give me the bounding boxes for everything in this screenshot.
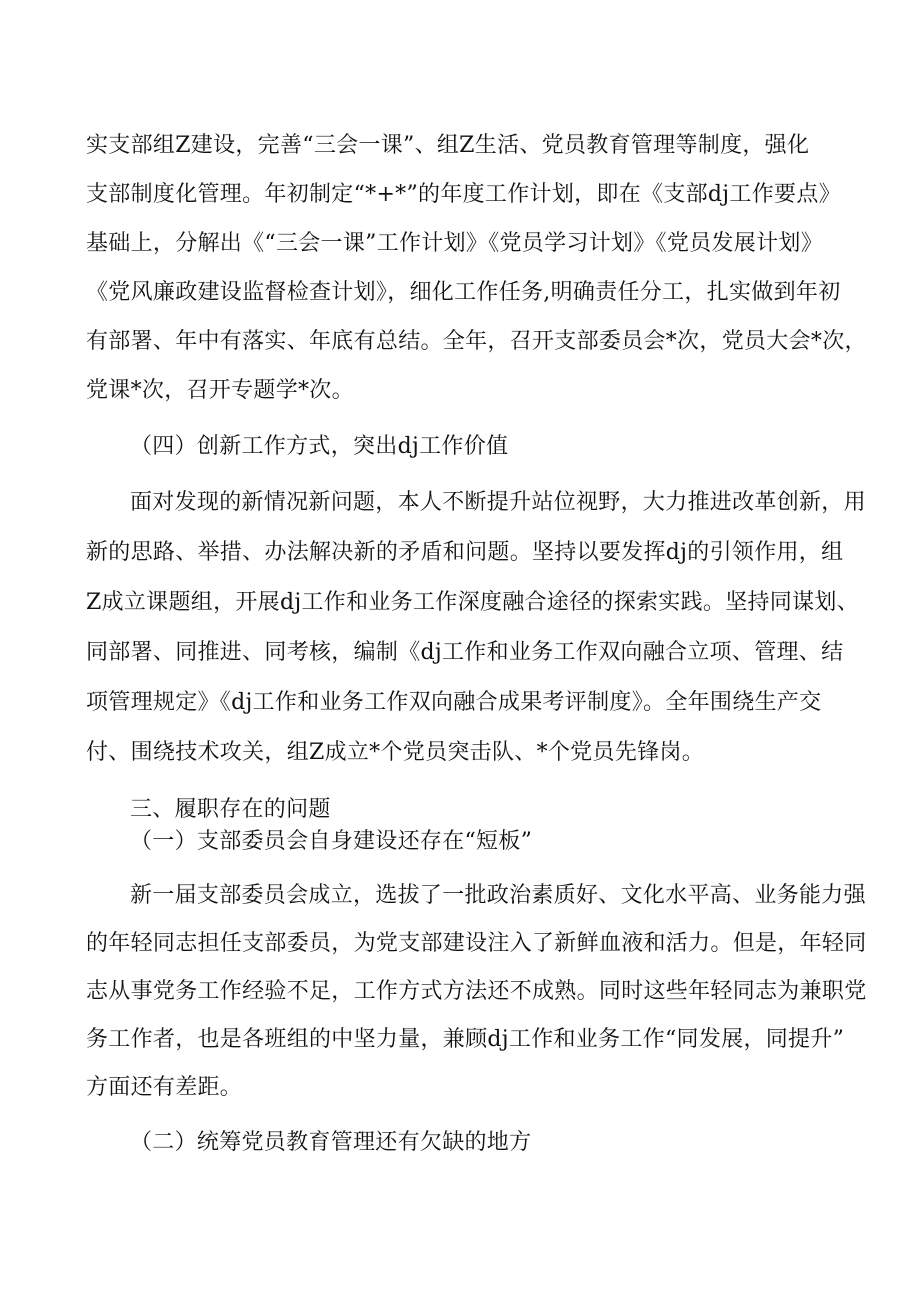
text-line: 务工作者，也是各班组的中坚力量，兼顾dj工作和业务工作“同发展，同提升” <box>86 1027 845 1052</box>
text-line: 同部署、同推进、同考核，编制《dj工作和业务工作双向融合立项、管理、结 <box>86 640 844 665</box>
text-line: 《党风廉政建设监督检查计划》，细化工作任务,明确责任分工，扎实做到年初 <box>86 280 841 305</box>
text-line: 的年轻同志担任支部委员，为党支部建设注入了新鲜血液和活力。但是，年轻同 <box>86 931 867 956</box>
heading-innovate-work: （四）创新工作方式，突出dj工作价值 <box>130 434 509 459</box>
text-line: 党课*次，召开专题学*次。 <box>86 378 354 403</box>
text-line: 项管理规定》《dj工作和业务工作双向融合成果考评制度》。全年围绕生产交 <box>86 690 822 715</box>
text-line: 新的思路、举措、办法解决新的矛盾和问题。坚持以要发挥dj的引领作用，组 <box>86 540 844 565</box>
text-line: 志从事党务工作经验不足，工作方式方法还不成熟。同时这些年轻同志为兼职党 <box>86 979 867 1004</box>
text-line: 方面还有差距。 <box>86 1075 243 1100</box>
text-line: 实支部组Z建设，完善“三会一课”、组Z生活、党员教育管理等制度，强化 <box>86 133 810 158</box>
text-line: 有部署、年中有落实、年底有总结。全年，召开支部委员会*次，党员大会*次， <box>86 329 867 354</box>
text-line: 基础上，分解出《“三会一课”工作计划》《党员学习计划》《党员发展计划》 <box>86 231 823 256</box>
heading-member-education: （二）统筹党员教育管理还有欠缺的地方 <box>130 1130 532 1155</box>
heading-committee-shortboard: （一）支部委员会自身建设还存在“短板” <box>130 829 533 854</box>
text-line: Z成立课题组，开展dj工作和业务工作深度融合途径的探索实践。坚持同谋划、 <box>86 590 859 615</box>
text-line: 面对发现的新情况新问题，本人不断提升站位视野，大力推进改革创新，用 <box>130 490 866 515</box>
text-line: 付、围绕技术攻关，组Z成立*个党员突击队、*个党员先锋岗。 <box>86 740 704 765</box>
text-line: 支部制度化管理。年初制定“*+*”的年度工作计划，即在《支部dj工作要点》 <box>86 182 841 207</box>
section-title-problems: 三、履职存在的问题 <box>130 797 331 822</box>
text-line: 新一届支部委员会成立，选拔了一批政治素质好、文化水平高、业务能力强 <box>130 883 866 908</box>
